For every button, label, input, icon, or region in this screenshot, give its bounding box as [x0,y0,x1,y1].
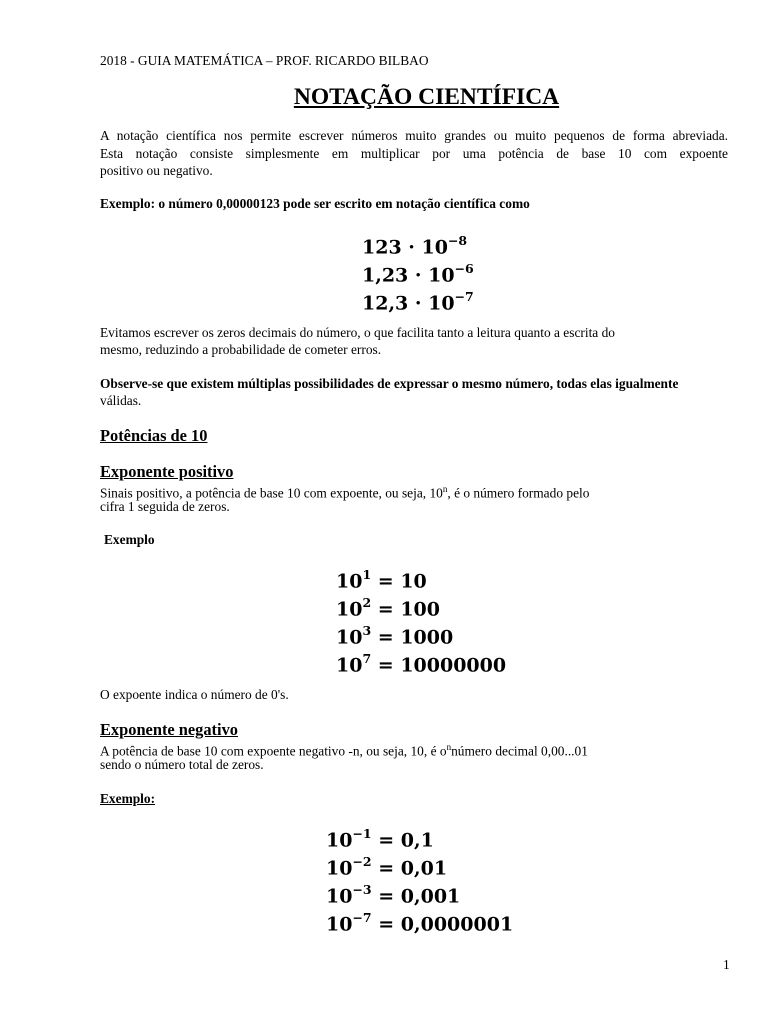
intro-line-2: Esta notação consiste simplesmente em multiplicar por uma potência de base 10 com expoente [100,146,728,161]
positive-line-1: Sinais positivo, a potência de base 10 com expoente, ou seja, 10$^n$, é o número formado pelo [100,484,590,501]
negative-equation-1: $10^{-1} = 0,1$ [326,826,434,852]
positive-equation-1: $10^1 = 10$ [336,567,427,593]
example-intro: Exemplo: o número 0,00000123 pode ser escrito em notação científica como [100,196,530,211]
section-powers-heading: Potências de 10 [100,426,208,445]
avoid-line-1: Evitamos escrever os zeros decimais do número, o que facilita tanto a leitura quanto a escrita do [100,325,615,340]
negative-equation-3: $10^{-3} = 0,001$ [326,882,461,908]
negative-equation-4: $10^{-7} = 0,0000001$ [326,910,514,936]
intro-line-1: A notação científica nos permite escrever números muito grandes ou muito pequenos de forma abreviada. [100,128,728,143]
sci-example-3: $12,3 \cdot 10^{-7}$ [362,289,474,315]
positive-equation-2: $10^2 = 100$ [336,595,440,621]
page-title: NOTAÇÃO CIENTÍFICA [293,84,560,110]
negative-example-label: Exemplo: [100,791,156,806]
positive-equation-4: $10^7 = 10000000$ [336,651,507,677]
negative-exponent-heading: Exponente negativo [100,720,238,739]
sci-example-1: $123 \cdot 10^{-8}$ [362,233,468,259]
page-number: 1 [723,957,730,972]
observe-line-1: Observe-se que existem múltiplas possibilidades de expressar o mesmo número, todas elas igualmente [100,376,679,391]
positive-exponent-heading: Exponente positivo [100,462,234,481]
positive-equation-3: $10^3 = 1000$ [336,623,454,649]
negative-line-2: sendo o número total de zeros. [100,757,264,772]
positive-line-2: cifra 1 seguida de zeros. [100,499,230,514]
avoid-line-2: mesmo, reduzindo a probabilidade de cometer erros. [100,342,382,357]
intro-line-3: positivo ou negativo. [100,163,213,178]
observe-line-2: válidas. [100,393,142,408]
negative-equation-2: $10^{-2} = 0,01$ [326,854,448,880]
positive-example-label: Exemplo [104,532,155,547]
page-header: 2018 - GUIA MATEMÁTICA – PROF. RICARDO BILBAO [100,53,429,68]
sci-example-2: $1,23 \cdot 10^{-6}$ [362,261,474,287]
negative-line-1: A potência de base 10 com expoente negativo -n, ou seja, 10, é $o^nnúmero$ decimal 0,00...01 [100,742,588,759]
positive-note: O expoente indica o número de 0's. [100,687,289,702]
